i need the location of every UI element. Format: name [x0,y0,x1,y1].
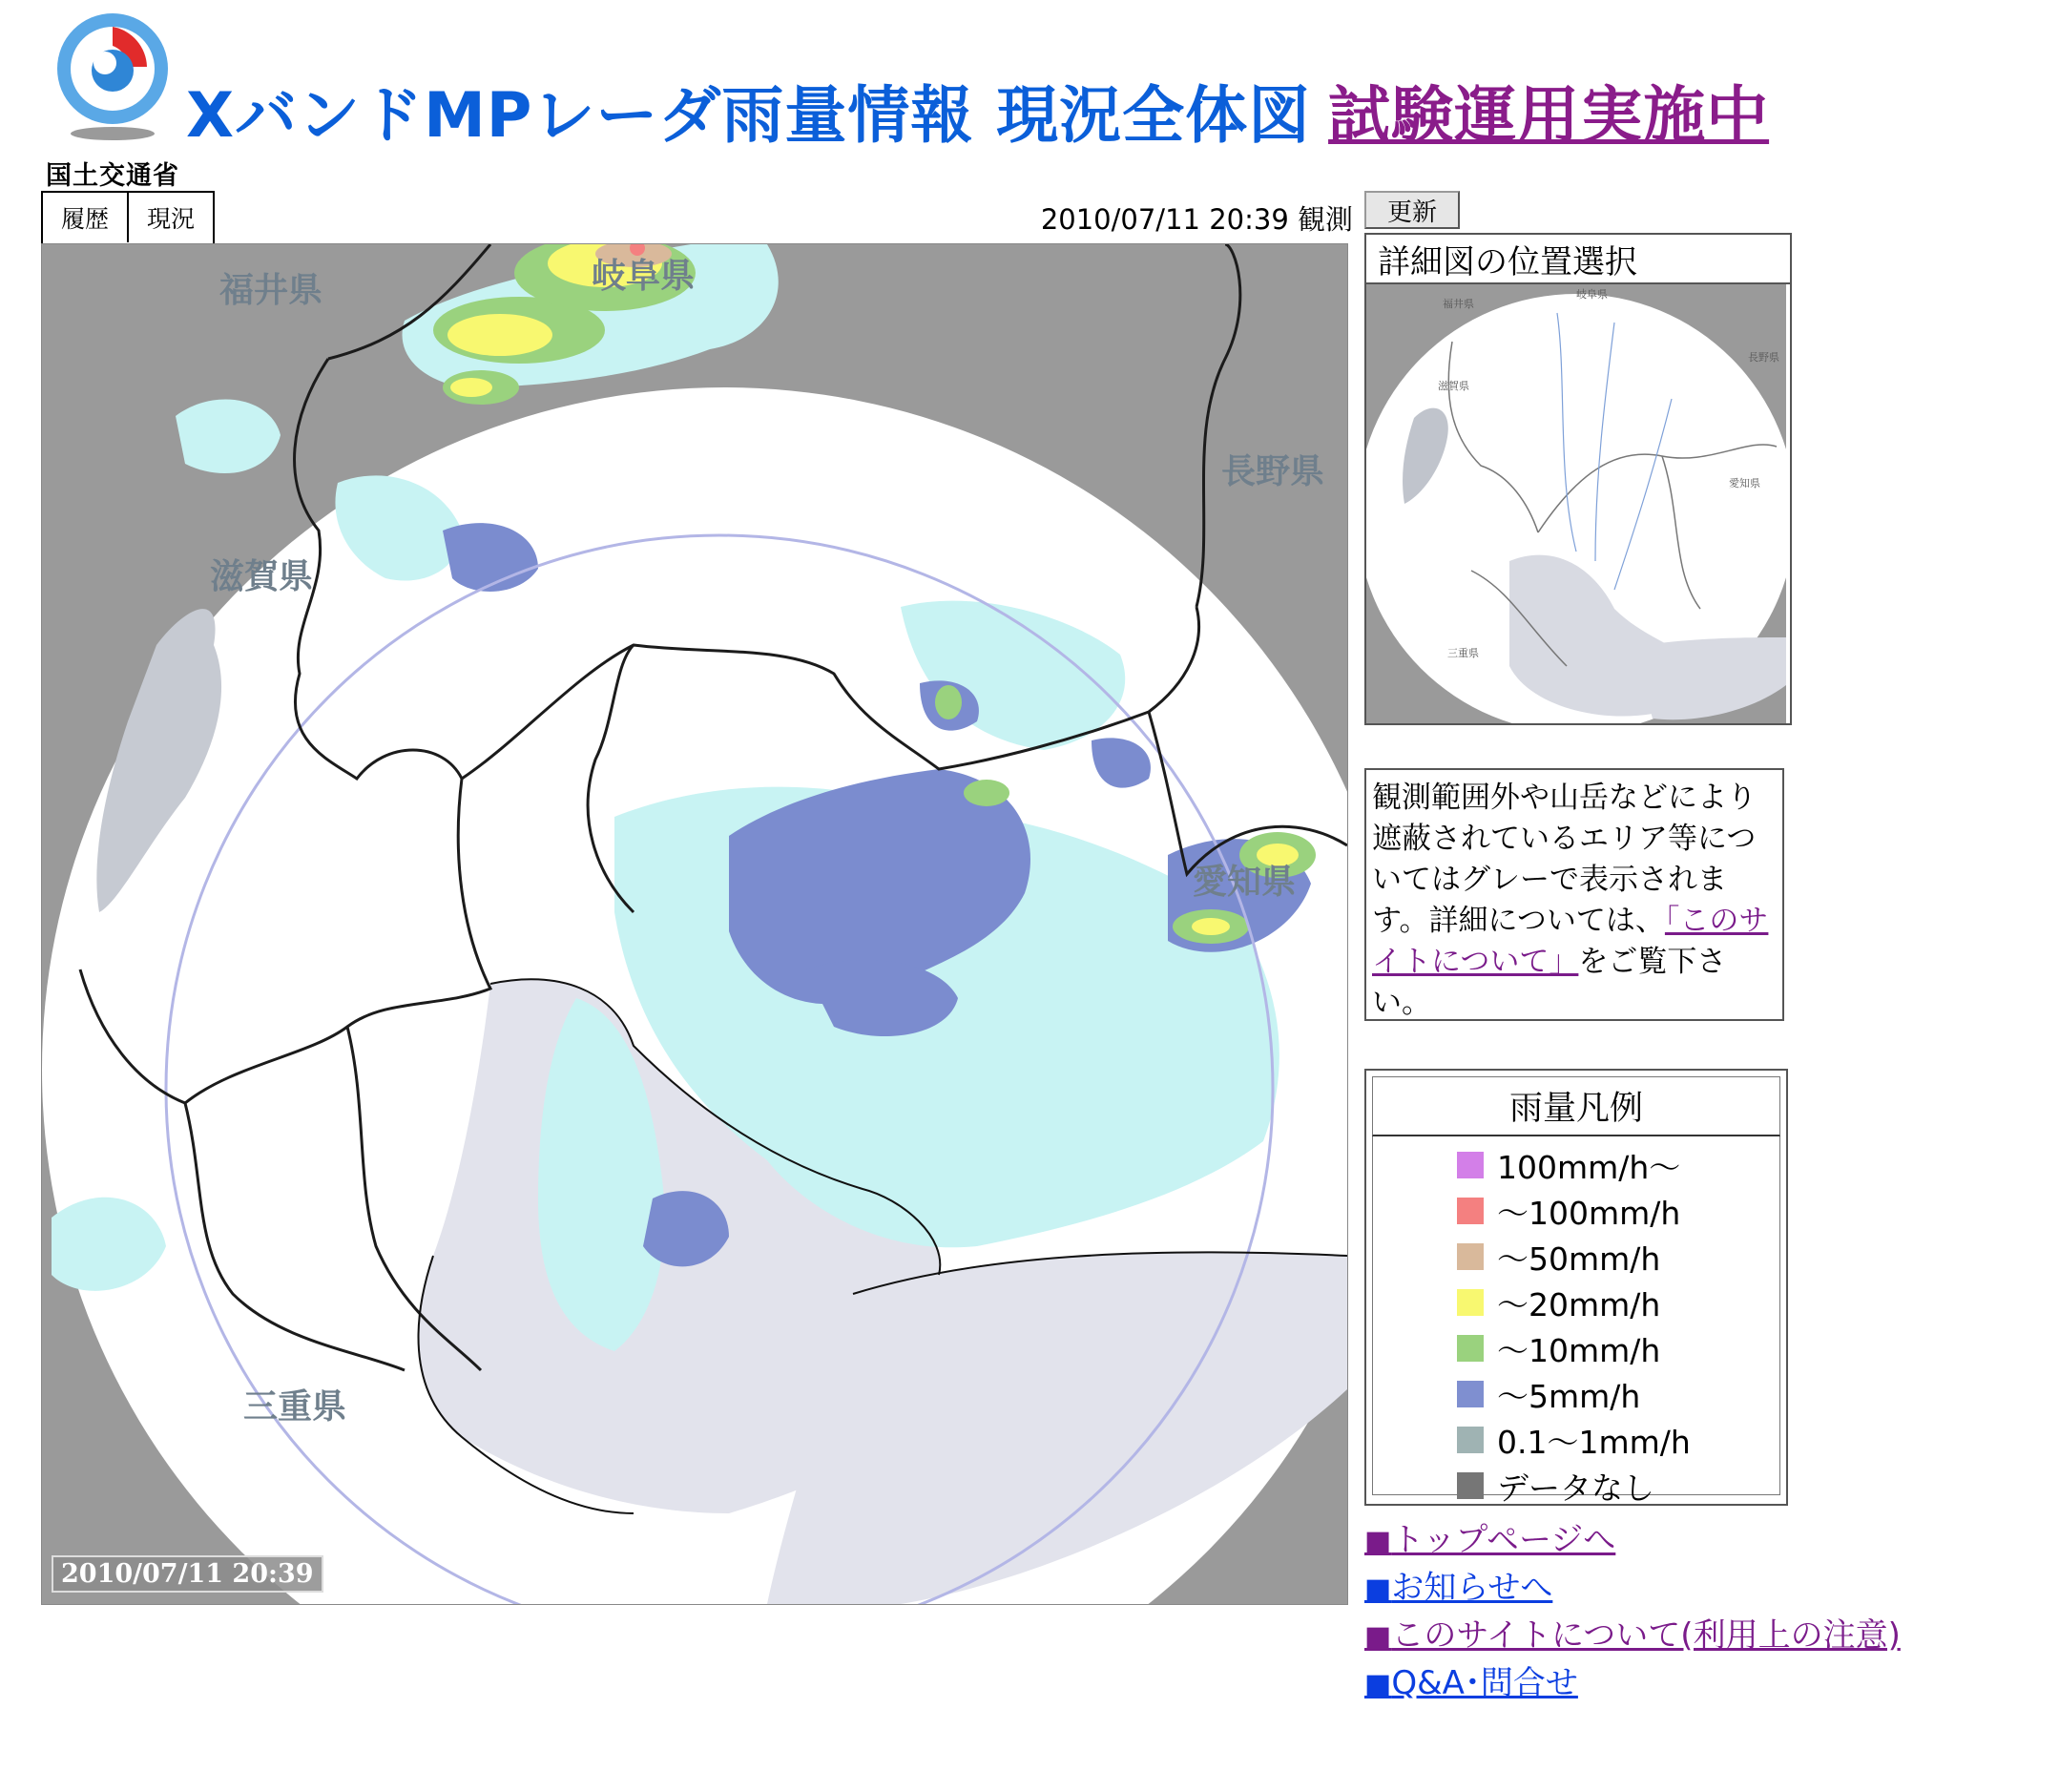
notice-text-end: をご覧下さい。 [1372,945,1727,1020]
legend-item [1373,1371,1779,1417]
tab-current[interactable]: 現況 [127,193,213,242]
map-label-aichi: 愛知県 [1192,863,1297,902]
legend-swatch [1457,1335,1484,1362]
legend-label: 100mm/h〜 [1497,1148,1681,1186]
legend-item [1373,1188,1779,1234]
nav-news-link[interactable]: ■お知らせへ [1364,1569,1553,1607]
detail-mini-map[interactable] [1366,284,1786,723]
notice-text: 観測範囲外や山岳などにより遮蔽されているエリア等についてはグレーで表示されます。詳細については、 [1372,781,1757,938]
mini-label-shiga: 滋賀県 [1438,380,1469,392]
nav-marker-icon: ■ [1364,1620,1392,1654]
legend-swatch [1457,1381,1484,1407]
radar-map[interactable] [41,243,1348,1605]
map-label-mie: 三重県 [242,1387,347,1427]
mini-label-nagano: 長野県 [1748,351,1779,364]
observation-time: 2010/07/11 20:39 観測 [1040,203,1353,236]
mini-label-fukui: 福井県 [1443,298,1474,310]
rain-legend [1364,1069,1788,1506]
view-tabs [41,191,215,244]
nav-marker-icon: ■ [1364,1573,1392,1606]
legend-label: 〜5mm/h [1497,1377,1641,1415]
legend-swatch [1457,1152,1484,1178]
mini-label-aichi: 愛知県 [1729,477,1760,490]
mlit-emblem-icon [52,10,174,143]
legend-swatch [1457,1472,1484,1499]
detail-selector [1364,233,1792,725]
radar-map-svg [42,244,1347,1604]
nav-marker-icon: ■ [1364,1668,1392,1701]
mini-label-gifu: 岐阜県 [1576,288,1608,301]
about-site-link[interactable]: 「このサイトについて」 [1372,904,1769,979]
legend-item [1373,1280,1779,1325]
legend-swatch [1457,1198,1484,1224]
pacific-sea [767,1252,1347,1604]
legend-label: 〜50mm/h [1497,1240,1661,1278]
legend-item [1373,1234,1779,1280]
legend-title: 雨量凡例 [1372,1076,1780,1136]
nav-qa-link[interactable]: ■Q&A･問合せ [1364,1664,1578,1702]
map-label-nagano: 長野県 [1220,452,1325,491]
trial-link[interactable]: 試験運用実施中 [1328,80,1770,152]
legend-item [1373,1142,1779,1188]
nav-top-page-link[interactable]: ■トップページへ [1364,1521,1616,1559]
mini-label-mie: 三重県 [1447,647,1479,659]
legend-label: 0.1〜1mm/h [1497,1423,1691,1461]
mlit-logo [46,10,179,191]
legend-label: 〜10mm/h [1497,1331,1661,1369]
map-label-gifu: 岐阜県 [591,257,696,296]
page-title-text: XバンドMPレーダ雨量情報 現況全体図 [186,80,1312,152]
nav-links [1364,1517,1901,1708]
legend-item [1373,1417,1779,1463]
legend-label: データなし [1497,1469,1654,1507]
notice-box [1364,768,1784,1021]
legend-label: 〜100mm/h [1497,1194,1681,1232]
map-label-shiga: 滋賀県 [209,557,314,596]
legend-label: 〜20mm/h [1497,1285,1661,1323]
map-label-fukui: 福井県 [218,271,323,310]
page-title [186,65,1769,155]
logo-org-name: 国土交通省 [46,161,179,191]
legend-swatch [1457,1427,1484,1453]
detail-selector-title: 詳細図の位置選択 [1366,235,1790,284]
map-timestamp: 2010/07/11 20:39 [52,1555,323,1593]
legend-swatch [1457,1243,1484,1270]
legend-items [1372,1136,1780,1507]
tab-history[interactable]: 履歴 [60,205,109,233]
refresh-button[interactable]: 更新 [1364,191,1460,229]
nav-about-link[interactable]: ■このサイトについて(利用上の注意) [1364,1616,1901,1655]
legend-item [1373,1463,1779,1509]
nav-marker-icon: ■ [1364,1525,1392,1558]
legend-swatch [1457,1289,1484,1316]
legend-item [1373,1325,1779,1371]
